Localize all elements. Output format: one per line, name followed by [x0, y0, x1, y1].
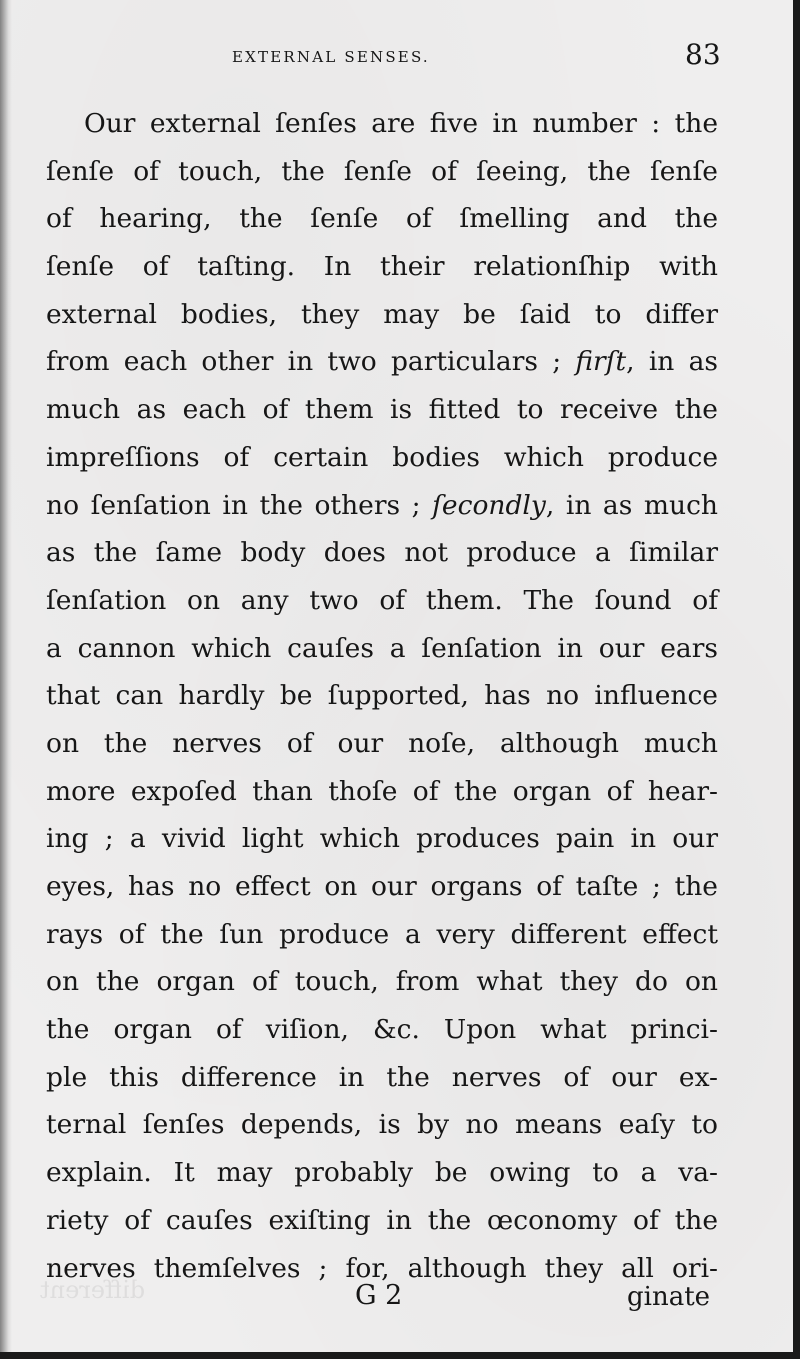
text-line: ple this difference in the nerves of our ex- [46, 1061, 718, 1093]
text-line: nerves themſelves ; for, although they all ori- [46, 1252, 718, 1284]
italic-word: ſecondly [432, 489, 546, 521]
text-line: rays of the ſun produce a very different effect [46, 918, 718, 950]
text-line: on the organ of touch, from what they do on [46, 966, 718, 998]
text-line: ing ; a vivid light which produces pain in our [46, 823, 718, 855]
text-line: ternal ſenſes depends, is by no means eaſy to [46, 1109, 718, 1141]
text-line: from each other in two particulars ; firſt, in as [46, 346, 718, 378]
text-line: explain. It may probably be owing to a va- [46, 1157, 718, 1189]
text-line: riety of cauſes exiſting in the œconomy of the [46, 1204, 718, 1236]
text-line: impreſſions of certain bodies which produce [46, 441, 718, 473]
catchword: ginate [627, 1282, 711, 1312]
text-line: much as each of them is fitted to receive the [46, 394, 718, 426]
body-text [46, 100, 718, 1292]
text-line: more expoſed than thoſe of the organ of hear- [46, 775, 718, 807]
text-line: ſenſation on any two of them. The ſound of [46, 584, 718, 616]
show-through-text: different [40, 1276, 146, 1304]
page-number: 83 [685, 38, 721, 71]
text-line: that can hardly be ſupported, has no influence [46, 680, 718, 712]
text-line: Our external ſenſes are five in number : the [84, 108, 718, 139]
binding-gutter-shadow [0, 0, 12, 1352]
text-line: eyes, has no effect on our organs of taſte ; the [46, 871, 718, 902]
text-line: a cannon which cauſes a ſenſation in our ears [46, 632, 718, 664]
text-line: of hearing, the ſenſe of ſmelling and the [46, 203, 718, 235]
text-line: on the nerves of our noſe, although much [46, 727, 718, 759]
signature-mark: G 2 [355, 1280, 403, 1311]
text-line: no ſenſation in the others ; ſecondly, in as much [46, 489, 718, 521]
running-head: EXTERNAL SENSES. [232, 48, 430, 66]
text-line: external bodies, they may be ſaid to differ [46, 298, 718, 330]
text-line: the organ of viſion, &c. Upon what princi- [46, 1014, 718, 1046]
text-line: ſenſe of taſting. In their relationſhip with [46, 251, 718, 283]
italic-word: firſt [575, 346, 627, 378]
text-line: as the ſame body does not produce a ſimilar [46, 537, 718, 569]
text-line: ſenſe of touch, the ſenſe of ſeeing, the ſenſe [46, 155, 718, 187]
